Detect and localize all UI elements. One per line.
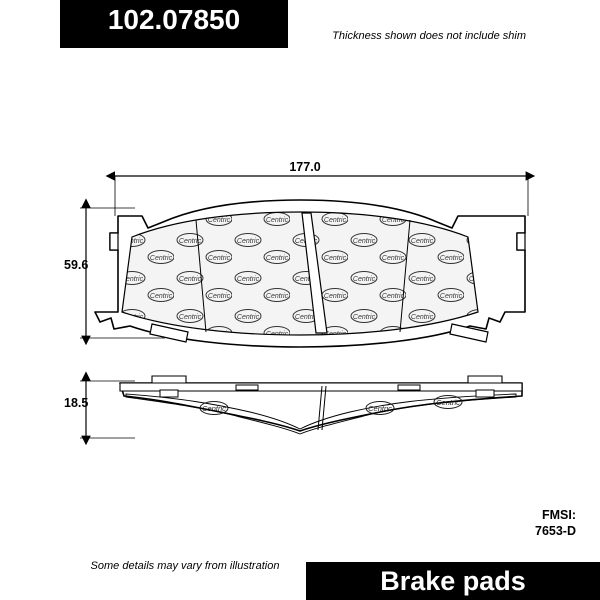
part-number: 102.07850 xyxy=(107,4,241,35)
height-dimension-label: 59.6 xyxy=(64,258,89,272)
svg-text:Centric: Centric xyxy=(436,398,460,407)
width-dimension-label: 177.0 xyxy=(289,160,321,174)
fmsi-value: 7653-D xyxy=(535,524,576,538)
brake-pad-front-view xyxy=(95,200,525,347)
svg-text:Centric: Centric xyxy=(202,404,226,413)
thickness-dimension-label: 18.5 xyxy=(64,396,89,410)
svg-text:Centric: Centric xyxy=(368,404,392,413)
brake-pad-side-view xyxy=(120,376,522,434)
shim-note: Thickness shown does not include shim xyxy=(332,30,526,42)
illustration-note: Some details may vary from illustration xyxy=(90,560,280,572)
product-label: Brake pads xyxy=(380,566,526,596)
fmsi-label: FMSI: xyxy=(541,508,576,522)
